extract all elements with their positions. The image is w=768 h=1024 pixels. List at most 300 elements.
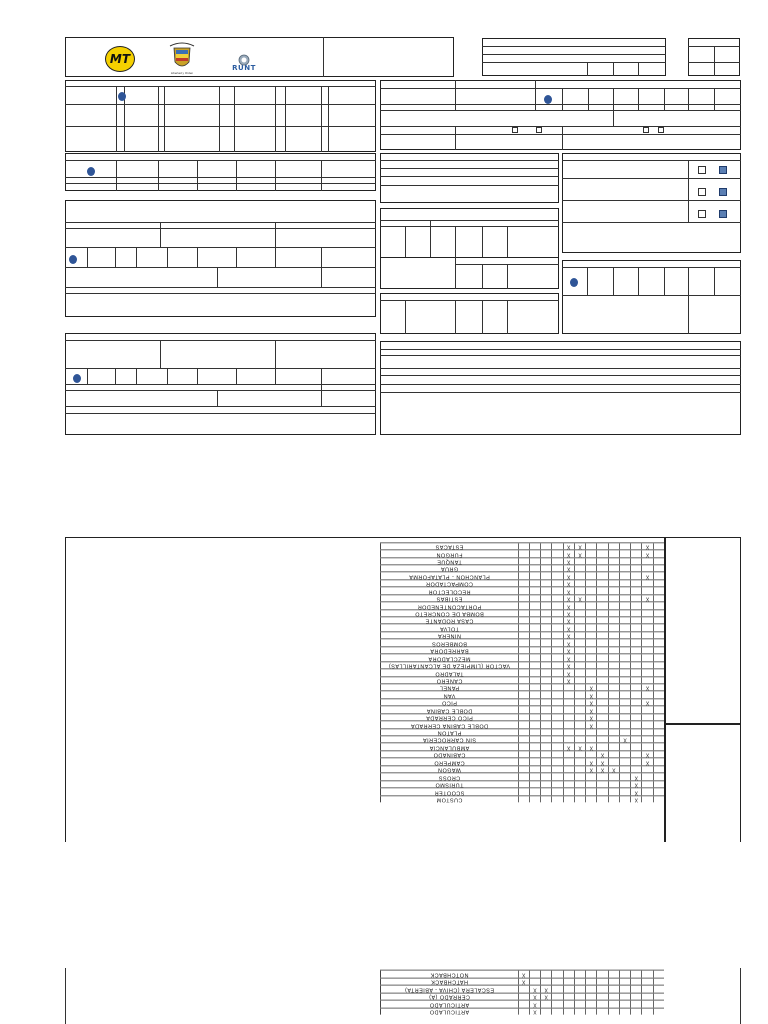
radio-selected[interactable] (69, 255, 77, 264)
table-cell: X (641, 751, 652, 757)
colombia-crest-icon (166, 42, 198, 72)
table-row (380, 624, 664, 631)
table-cell (608, 573, 619, 579)
table-cell (596, 558, 607, 564)
table-cell (653, 655, 664, 661)
table-cell (630, 692, 641, 698)
table-cell (630, 684, 641, 690)
table-cell (540, 714, 551, 720)
table-cell (619, 971, 630, 977)
table-cell (641, 610, 652, 616)
table-cell: X (563, 744, 574, 750)
table-cell (540, 662, 551, 668)
table-cell (653, 774, 664, 780)
table-cell (608, 677, 619, 683)
table-cell (540, 788, 551, 794)
table-cell (574, 759, 585, 765)
table-cell (596, 714, 607, 720)
table-cell (653, 971, 664, 977)
table-row (380, 728, 664, 735)
table-cell (585, 617, 596, 623)
table-cell (551, 580, 562, 586)
checkbox-checked[interactable] (719, 210, 727, 218)
table-cell (641, 677, 652, 683)
table-cell: X (563, 588, 574, 594)
table-cell (529, 714, 540, 720)
table-cell (529, 580, 540, 586)
table-cell (630, 558, 641, 564)
table-cell: X (574, 550, 585, 556)
table-cell (518, 684, 529, 690)
table-cell: X (574, 595, 585, 601)
table-cell (574, 729, 585, 735)
table-cell (653, 684, 664, 690)
table-cell: X (563, 558, 574, 564)
table-cell (585, 625, 596, 631)
table-cell: X (518, 971, 529, 977)
table-cell (518, 550, 529, 556)
table-cell (596, 788, 607, 794)
table-cell (518, 766, 529, 772)
table-cell (529, 655, 540, 661)
table-cell (608, 684, 619, 690)
table-cell (608, 595, 619, 601)
table-cell (641, 722, 652, 728)
section-1-right (380, 80, 741, 150)
table-cell (596, 669, 607, 675)
table-row (380, 587, 664, 594)
table-cell (563, 722, 574, 728)
table-cell (630, 993, 641, 999)
table-cell (540, 1001, 551, 1007)
table-cell (518, 796, 529, 802)
table-cell (540, 669, 551, 675)
table-row (380, 721, 664, 728)
table-cell: X (630, 781, 641, 787)
table-cell (529, 736, 540, 742)
table-cell (619, 543, 630, 549)
vehicle-type-label: WAGON (380, 766, 518, 772)
table-cell (529, 550, 540, 556)
table-cell (653, 722, 664, 728)
table-cell (540, 610, 551, 616)
checkbox[interactable] (512, 127, 518, 133)
table-cell (641, 640, 652, 646)
table-cell (563, 993, 574, 999)
table-cell (585, 1001, 596, 1007)
vehicle-type-label: DOBLE CABINA (380, 707, 518, 713)
table-cell (540, 774, 551, 780)
table-cell (540, 640, 551, 646)
table-cell (518, 565, 529, 571)
table-cell (608, 647, 619, 653)
vehicle-type-label: PORTACONTENEDOR (380, 603, 518, 609)
table-cell (551, 655, 562, 661)
radio-selected[interactable] (118, 92, 126, 101)
vehicle-type-label: PANEL (380, 684, 518, 690)
table-cell (585, 595, 596, 601)
table-cell (653, 796, 664, 802)
table-cell (653, 699, 664, 705)
table-cell (630, 550, 641, 556)
table-cell (585, 669, 596, 675)
table-cell (608, 603, 619, 609)
section-2-left (65, 153, 376, 191)
table-cell (653, 759, 664, 765)
table-cell (551, 684, 562, 690)
table-cell: X (563, 573, 574, 579)
table-cell: X (608, 766, 619, 772)
table-cell: X (563, 550, 574, 556)
table-cell (596, 655, 607, 661)
table-cell (551, 543, 562, 549)
table-row (380, 572, 664, 579)
table-cell (540, 759, 551, 765)
table-cell (551, 603, 562, 609)
table-cell (585, 573, 596, 579)
table-cell (608, 722, 619, 728)
table-cell: X (585, 699, 596, 705)
table-cell (585, 565, 596, 571)
table-cell (608, 543, 619, 549)
table-cell: X (563, 640, 574, 646)
table-row (380, 639, 664, 646)
vehicle-type-label: ESTIBAS (380, 595, 518, 601)
table-row (380, 676, 664, 683)
checkbox[interactable] (698, 188, 706, 196)
table-cell (585, 729, 596, 735)
table-cell (619, 707, 630, 713)
table-cell (529, 978, 540, 984)
table-cell (540, 796, 551, 802)
table-cell (585, 781, 596, 787)
table-cell (619, 993, 630, 999)
table-cell (619, 978, 630, 984)
table-cell (518, 788, 529, 794)
table-cell (551, 550, 562, 556)
table-cell (518, 632, 529, 638)
table-cell (619, 744, 630, 750)
checkbox[interactable] (643, 127, 649, 133)
table-cell: X (563, 632, 574, 638)
table-cell (641, 796, 652, 802)
table-cell (630, 655, 641, 661)
table-cell (574, 640, 585, 646)
table-cell (619, 662, 630, 668)
table-cell (585, 588, 596, 594)
table-cell (551, 722, 562, 728)
table-cell (608, 788, 619, 794)
table-cell (596, 1008, 607, 1014)
table-cell (608, 610, 619, 616)
vehicle-type-label: TANQUE (380, 558, 518, 564)
table-cell (630, 603, 641, 609)
table-cell (574, 781, 585, 787)
table-cell (608, 796, 619, 802)
table-cell (551, 729, 562, 735)
table-cell (563, 788, 574, 794)
table-cell (619, 774, 630, 780)
table-cell (563, 971, 574, 977)
table-cell (585, 603, 596, 609)
table-cell (608, 759, 619, 765)
table-cell (641, 1008, 652, 1014)
table-cell (630, 625, 641, 631)
table-cell: X (641, 699, 652, 705)
table-cell (551, 971, 562, 977)
table-cell (641, 714, 652, 720)
checkbox[interactable] (536, 127, 542, 133)
table-cell (529, 625, 540, 631)
table-cell (608, 625, 619, 631)
table-cell (596, 550, 607, 556)
table-cell: X (619, 736, 630, 742)
table-cell (608, 971, 619, 977)
table-cell (653, 986, 664, 992)
table-cell (551, 714, 562, 720)
table-cell (653, 550, 664, 556)
table-cell (529, 588, 540, 594)
mintransporte-logo: MT (105, 46, 135, 72)
table-cell (596, 971, 607, 977)
radio-selected[interactable] (570, 278, 578, 287)
table-cell (641, 971, 652, 977)
table-cell (630, 766, 641, 772)
table-cell (551, 1001, 562, 1007)
table-cell (551, 1008, 562, 1014)
table-cell (574, 986, 585, 992)
table-cell: X (563, 669, 574, 675)
table-cell: X (641, 684, 652, 690)
table-cell (619, 580, 630, 586)
table-cell (585, 1008, 596, 1014)
table-row (380, 564, 664, 571)
table-cell (585, 978, 596, 984)
table-cell (630, 588, 641, 594)
table-cell (540, 580, 551, 586)
table-cell: X (596, 766, 607, 772)
table-cell: X (574, 543, 585, 549)
table-cell (574, 1001, 585, 1007)
table-row (380, 706, 664, 713)
table-cell (641, 707, 652, 713)
table-cell (574, 692, 585, 698)
table-cell (641, 986, 652, 992)
table-cell (551, 617, 562, 623)
table-cell (653, 692, 664, 698)
vehicle-type-label: NIÑERA (380, 632, 518, 638)
table-row (380, 1000, 664, 1007)
table-cell (529, 573, 540, 579)
table-cell (608, 707, 619, 713)
table-cell (540, 744, 551, 750)
table-cell: X (540, 993, 551, 999)
table-row (380, 594, 664, 601)
table-cell (596, 993, 607, 999)
table-cell (585, 986, 596, 992)
table-cell (619, 759, 630, 765)
vehicle-type-label: BOMBA DE CONCRETO (380, 610, 518, 616)
table-cell (529, 662, 540, 668)
table-cell (574, 699, 585, 705)
table-row (380, 743, 664, 750)
table-cell (619, 632, 630, 638)
table-cell (619, 669, 630, 675)
table-cell: X (585, 684, 596, 690)
table-cell (653, 744, 664, 750)
table-cell (619, 699, 630, 705)
table-cell (563, 1001, 574, 1007)
table-cell (630, 647, 641, 653)
table-cell (540, 736, 551, 742)
vehicle-type-label: ESTACAS (380, 543, 518, 549)
table-cell (518, 729, 529, 735)
table-cell (540, 632, 551, 638)
table-cell (574, 625, 585, 631)
table-cell (596, 573, 607, 579)
vehicle-body-type-table-2 (380, 970, 664, 1015)
table-cell (574, 669, 585, 675)
checkbox-checked[interactable] (719, 188, 727, 196)
vehicle-type-label: CASA RODANTE (380, 617, 518, 623)
table-cell (551, 558, 562, 564)
table-cell (518, 692, 529, 698)
table-cell (653, 669, 664, 675)
table-cell (574, 751, 585, 757)
table-cell (596, 632, 607, 638)
table-cell (608, 986, 619, 992)
table-cell (630, 573, 641, 579)
table-cell: X (563, 565, 574, 571)
table-cell (619, 1008, 630, 1014)
table-row (380, 787, 664, 794)
table-cell (574, 655, 585, 661)
table-cell (529, 707, 540, 713)
table-row (380, 698, 664, 705)
table-cell (518, 677, 529, 683)
table-cell (619, 766, 630, 772)
table-cell (619, 625, 630, 631)
table-cell (608, 774, 619, 780)
table-cell (608, 588, 619, 594)
table-cell (630, 543, 641, 549)
checkbox[interactable] (698, 210, 706, 218)
table-cell (563, 736, 574, 742)
vehicle-type-label: VACTOR (LIMPIEZA DE ALCANTARILLAS) (380, 662, 518, 668)
table-cell (630, 580, 641, 586)
table-cell (619, 986, 630, 992)
table-cell (563, 766, 574, 772)
table-cell (563, 978, 574, 984)
table-cell (551, 573, 562, 579)
table-cell (529, 774, 540, 780)
table-cell (641, 655, 652, 661)
table-cell: X (596, 759, 607, 765)
table-cell (619, 558, 630, 564)
table-cell: X (585, 744, 596, 750)
table-cell (540, 588, 551, 594)
table-cell: X (641, 550, 652, 556)
table-cell: X (585, 714, 596, 720)
table-cell (574, 588, 585, 594)
table-cell: X (630, 788, 641, 794)
table-cell (630, 699, 641, 705)
table-row (380, 616, 664, 623)
table-cell (653, 595, 664, 601)
table-cell (608, 640, 619, 646)
table-row (380, 691, 664, 698)
table-cell (641, 993, 652, 999)
checkbox-checked[interactable] (719, 166, 727, 174)
radio-selected[interactable] (87, 167, 95, 176)
table-cell (529, 632, 540, 638)
vehicle-type-label: TURISMO (380, 781, 518, 787)
table-cell (518, 662, 529, 668)
table-cell (641, 692, 652, 698)
table-cell: X (630, 796, 641, 802)
table-cell (653, 1001, 664, 1007)
table-cell (653, 580, 664, 586)
table-cell (551, 699, 562, 705)
table-cell (574, 677, 585, 683)
table-cell (518, 714, 529, 720)
table-cell (585, 558, 596, 564)
checkbox[interactable] (658, 127, 664, 133)
vehicle-type-label: BARREDORA (380, 647, 518, 653)
table-cell (518, 744, 529, 750)
table-cell (518, 543, 529, 549)
vehicle-type-label: VAN (380, 692, 518, 698)
table-cell (596, 617, 607, 623)
table-cell (551, 595, 562, 601)
table-row (380, 549, 664, 556)
table-cell (518, 751, 529, 757)
table-cell (551, 707, 562, 713)
table-cell (619, 1001, 630, 1007)
vehicle-type-label: RECOLECTOR (380, 588, 518, 594)
vehicle-type-label: PICO (380, 699, 518, 705)
table-row (380, 750, 664, 757)
table-row (380, 683, 664, 690)
table-cell (551, 640, 562, 646)
table-row (380, 780, 664, 787)
table-cell (608, 736, 619, 742)
table-cell: X (529, 1008, 540, 1014)
table-cell (608, 751, 619, 757)
checkbox[interactable] (698, 166, 706, 174)
table-cell (641, 617, 652, 623)
table-row (380, 579, 664, 586)
radio-selected[interactable] (73, 374, 81, 383)
table-cell (574, 565, 585, 571)
table-cell (518, 759, 529, 765)
radio-selected[interactable] (544, 95, 552, 104)
table-cell (529, 603, 540, 609)
table-cell (619, 595, 630, 601)
table-cell (619, 714, 630, 720)
table-cell (653, 677, 664, 683)
table-cell: X (563, 662, 574, 668)
header-divider (323, 37, 324, 77)
table-cell (540, 1008, 551, 1014)
table-cell (551, 788, 562, 794)
table-cell (608, 1008, 619, 1014)
table-cell (608, 993, 619, 999)
table-cell (608, 655, 619, 661)
table-cell (574, 736, 585, 742)
table-cell (608, 580, 619, 586)
table-cell (653, 736, 664, 742)
